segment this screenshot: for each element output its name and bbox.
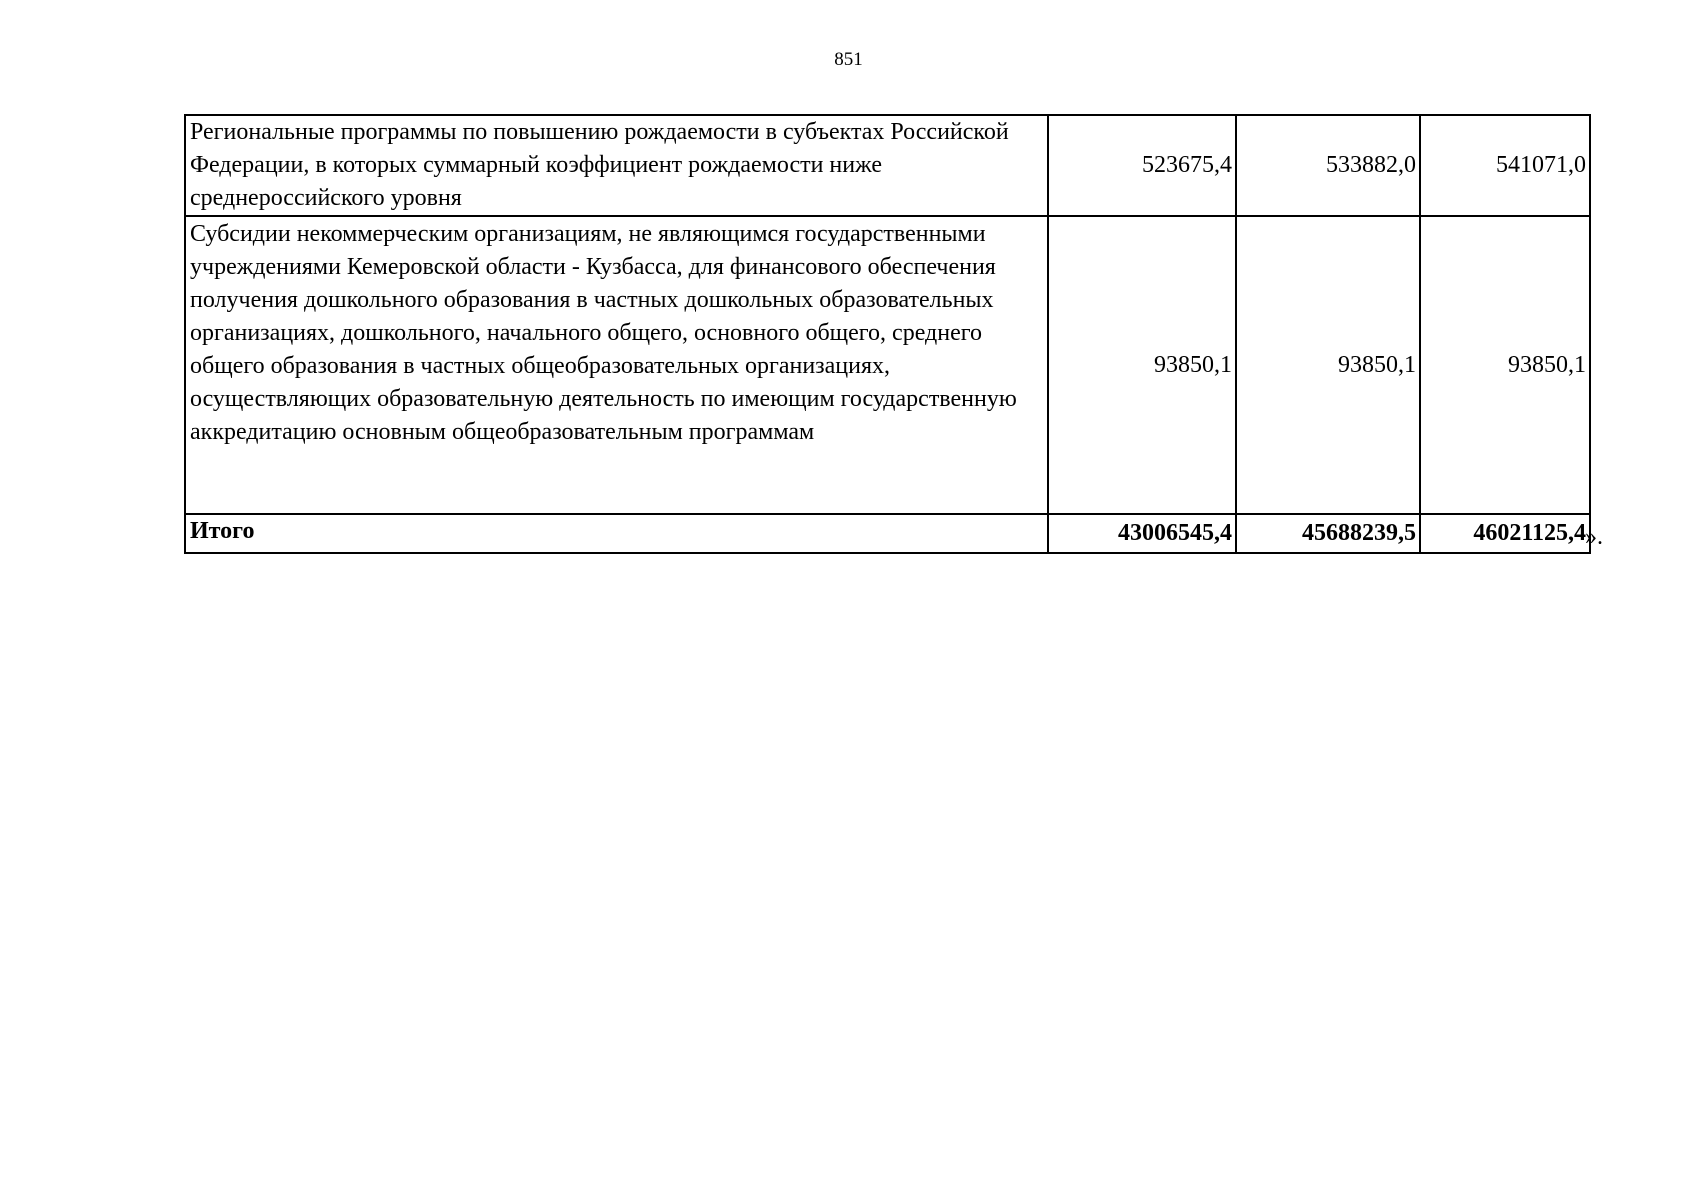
row-value-year-3: 541071,0 [1420,115,1590,216]
row-value-year-1: 523675,4 [1048,115,1236,216]
total-value-year-2: 45688239,5 [1236,514,1420,553]
page-number: 851 [834,49,863,70]
total-value-year-3: 46021125,4 [1420,514,1590,553]
row-value-year-3: 93850,1 [1420,216,1590,514]
closing-quote: ». [1585,524,1603,550]
budget-table [184,114,1591,554]
row-value-year-2: 533882,0 [1236,115,1420,216]
table-row [185,115,1590,216]
table-row [185,216,1590,514]
row-name: Региональные программы по повышению рождаемости в субъектах Российской Федерации, в которых суммарный коэффициент рождаемости ниже среднероссийского уровня [185,115,1048,216]
total-value-year-1: 43006545,4 [1048,514,1236,553]
row-value-year-1: 93850,1 [1048,216,1236,514]
total-label: Итого [185,514,1048,553]
row-value-year-2: 93850,1 [1236,216,1420,514]
total-row [185,514,1590,553]
row-name: Субсидии некоммерческим организациям, не являющимся государственными учреждениями Кемеровской области - Кузбасса, для финансового обеспечения получения дошкольного образования в частных дошкольных образовательных организациях, дошкольного, начального общего, основного общего, среднего общего образования в частных общеобразовательных организациях, осуществляющих образовательную деятельность по имеющим государственную аккредитацию основным общеобразовательным программам [185,216,1048,514]
